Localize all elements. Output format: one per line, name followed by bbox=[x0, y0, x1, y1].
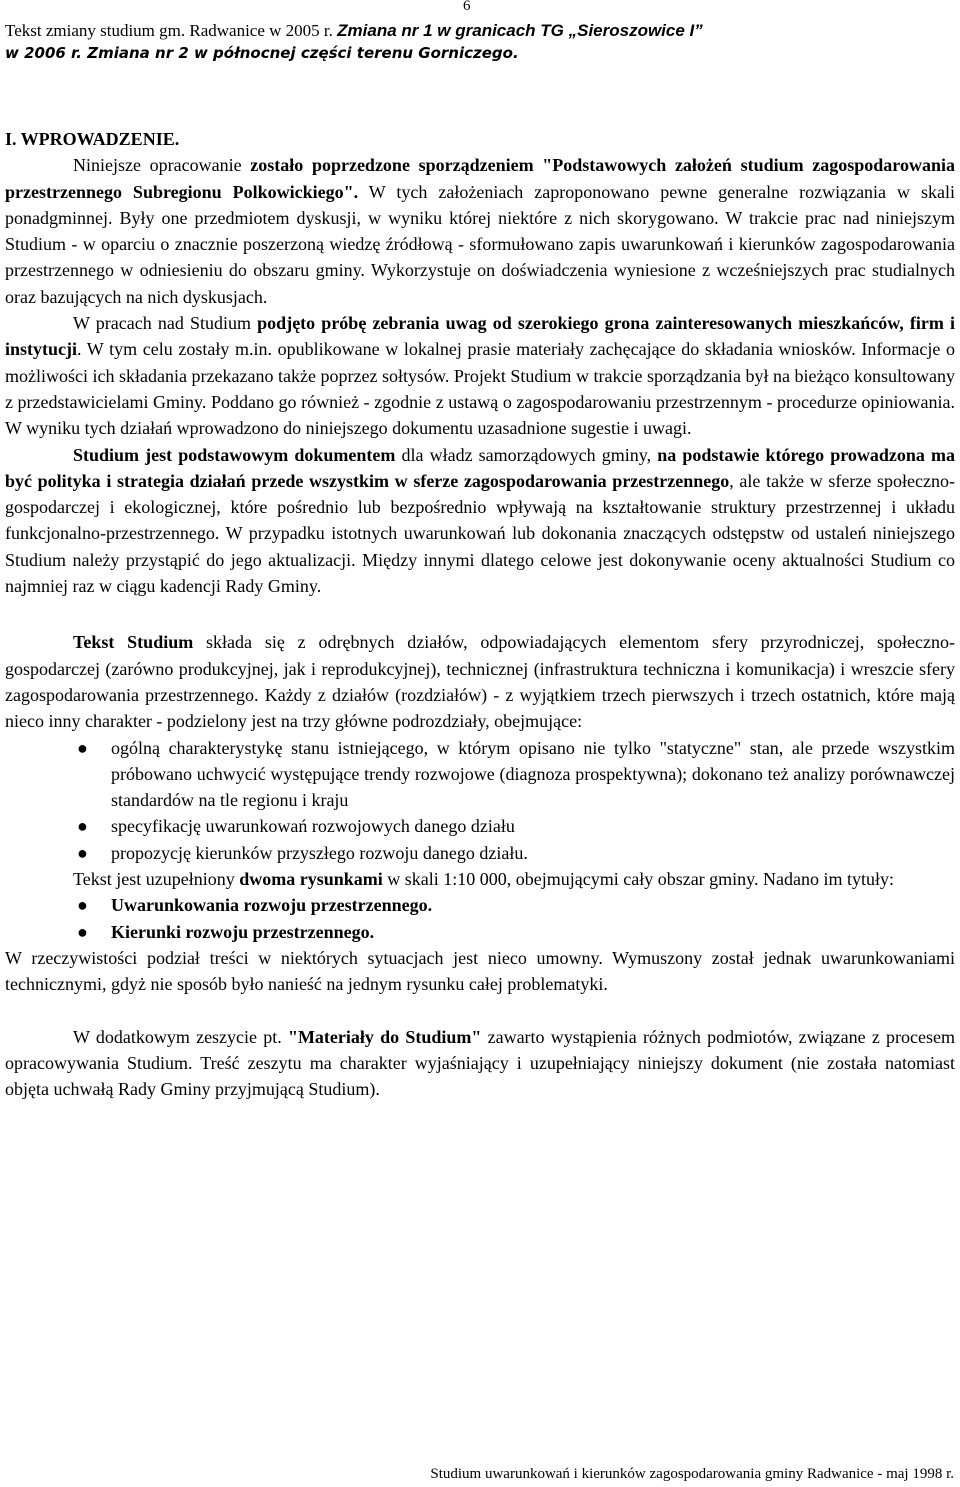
bullet-icon: ● bbox=[77, 842, 88, 863]
list-item-text: propozycję kierunków przyszłego rozwoju danego działu. bbox=[111, 842, 528, 863]
list-item-text: Uwarunkowania rozwoju przestrzennego. bbox=[111, 895, 433, 916]
bold-run: Tekst Studium bbox=[73, 632, 194, 653]
paragraph-materials bbox=[5, 1024, 955, 1103]
header-italic-text: Zmiana nr 1 w granicach TG „Sieroszowice I” bbox=[337, 21, 703, 40]
running-header bbox=[5, 20, 955, 64]
text-run: W pracach nad Studium bbox=[73, 313, 258, 334]
paragraph-consultation bbox=[5, 310, 955, 441]
paragraph-division-note: W rzeczywistości podział treści w niektórych sytuacjach jest nieco umowny. Wymuszony został jednak uwarunkowaniami technicznymi, gdyż nie sposób było nanieść na jednym rysunku całej problematyki. bbox=[5, 947, 955, 995]
text-run: Tekst jest uzupełniony bbox=[73, 869, 240, 890]
section-heading: I. WPROWADZENIE. bbox=[5, 129, 180, 149]
text-run: w skali 1:10 000, obejmującymi cały obszar gminy. Nadano im tytuły: bbox=[382, 869, 894, 890]
list-item bbox=[5, 892, 955, 918]
list-item-text: specyfikację uwarunkowań rozwojowych danego działu bbox=[111, 816, 515, 837]
bold-run: zostało poprzedzone sporządzeniem "Podstawowych założeń studium zagospodarowania przestrzennego Subregionu Polkowickiego". bbox=[5, 155, 955, 202]
paragraph-basic-document bbox=[5, 442, 955, 600]
running-footer: Studium uwarunkowań i kierunków zagospodarowania gminy Radwanice - maj 1998 r. bbox=[430, 1466, 954, 1482]
text-run: . W tym celu zostały m.in. opublikowane w lokalnej prasie materiały zachęcające do składania wniosków. Informacje o możliwości ich składania przekazano także poprzez sołtysów. Projekt Studium w trakcie sporządzania był na bieżąco konsultowany z przedstawicielami Gminy. Poddano go również - zgodnie z ustawą o zagospodarowaniu przestrzennym - procedurze opiniowania. W wyniku tych działań wprowadzono do niniejszego dokumentu uzasadnione sugestie i uwagi. bbox=[5, 339, 955, 439]
bold-run: na podstawie którego prowadzona ma być polityka i strategia działań przede wszystkim w sferze zagospodarowania przestrzennego bbox=[5, 444, 956, 491]
bullet-list-subsections bbox=[5, 735, 955, 866]
spacer bbox=[5, 599, 955, 629]
paragraph-drawings bbox=[5, 866, 955, 892]
text-run: W dodatkowym zeszycie pt. bbox=[73, 1026, 288, 1047]
bullet-icon: ● bbox=[77, 895, 88, 916]
header-line-1 bbox=[5, 20, 955, 42]
text-run: W tych założeniach zaproponowano pewne generalne rozwiązania w skali ponadgminnej. Były one przedmiotem dyskusji, w wyniku której niektóre z nich skorygowano. W trakcie prac nad niniejszym Studium - w oparciu o znacznie poszerzoną wiedzę źródłową - sformułowano zapis uwarunkowań i kierunków zagospodarowania przestrzennego w odniesieniu do obszaru gminy. Wykorzystuje on doświadczenia wyniesione z wcześniejszych prac studialnych oraz bazujących na nich dyskusjach. bbox=[5, 181, 955, 307]
bold-run: podjęto próbę zebrania uwag od szerokiego grona zainteresowanych mieszkańców, firm i instytucji bbox=[5, 313, 955, 360]
header-line-2: w 2006 r. Zmiana nr 2 w północnej części terenu Gorniczego. bbox=[5, 44, 519, 62]
list-item-text: Kierunki rozwoju przestrzennego. bbox=[111, 921, 375, 942]
document-body bbox=[5, 126, 955, 1102]
text-run: Niniejsze opracowanie bbox=[73, 155, 251, 176]
text-run: składa się z odrębnych działów, odpowiadających elementom sfery przyrodniczej, społeczno-gospodarczej (zarówno produkcyjnej, jak i reprodukcyjnej), technicznej (infrastruktura techniczna i komunikacja) i wreszcie sfery zagospodarowania przestrzennego. Każdy z działów (rozdziałów) - z wyjątkiem trzech pierwszych i trzech ostatnich, które mają nieco inny charakter - podzielony jest na trzy główne podrozdziały, obejmujące: bbox=[5, 632, 955, 732]
bullet-icon: ● bbox=[77, 737, 88, 758]
bullet-icon: ● bbox=[77, 921, 88, 942]
bold-run: "Materiały do Studium" bbox=[287, 1026, 482, 1047]
bullet-list-drawings bbox=[5, 892, 955, 945]
paragraph-intro bbox=[5, 152, 955, 310]
text-run: dla władz samorządowych gminy, bbox=[395, 444, 658, 465]
bold-run: Studium jest podstawowym dokumentem bbox=[73, 444, 396, 465]
spacer bbox=[5, 998, 955, 1024]
text-run: zawarto wystąpienia różnych podmiotów, związane z procesem opracowywania Studium. Treść zeszytu ma charakter wyjaśniający i uzupełniający niniejszy dokument (nie została natomiast objęta uchwałą Rady Gminy przyjmującą Studium). bbox=[5, 1026, 955, 1100]
list-item bbox=[5, 919, 955, 945]
list-item-text: ogólną charakterystykę stanu istniejącego, w którym opisano nie tylko "statyczne" stan, ale przede wszystkim próbowano uchwycić występujące trendy rozwojowe (diagnoza prospektywna); dokonano też analizy porównawczej standardów na tle regionu i kraju bbox=[111, 737, 955, 811]
paragraph-text-structure bbox=[5, 629, 955, 734]
header-plain-text: Tekst zmiany studium gm. Radwanice w 2005 r. bbox=[5, 21, 338, 40]
list-item bbox=[5, 735, 955, 814]
text-run: , ale także w sferze społeczno-gospodarczej i ekologicznej, które pośrednio lub bezpośrednio wpływają na kształtowanie struktury przestrzennej i układu funkcjonalno-przestrzennego. W przypadku istotnych uwarunkowań lub dokonania znaczących odstępstw od ustaleń niniejszego Studium należy przystąpić do jego aktualizacji. Między innymi dlatego celowe jest dokonywanie oceny aktualności Studium co najmniej raz w ciągu kadencji Rady Gminy. bbox=[5, 470, 955, 597]
list-item bbox=[5, 813, 955, 839]
bold-run: dwoma rysunkami bbox=[239, 869, 383, 890]
list-item bbox=[5, 840, 955, 866]
page-number: 6 bbox=[463, 0, 471, 14]
bullet-icon: ● bbox=[77, 816, 88, 837]
